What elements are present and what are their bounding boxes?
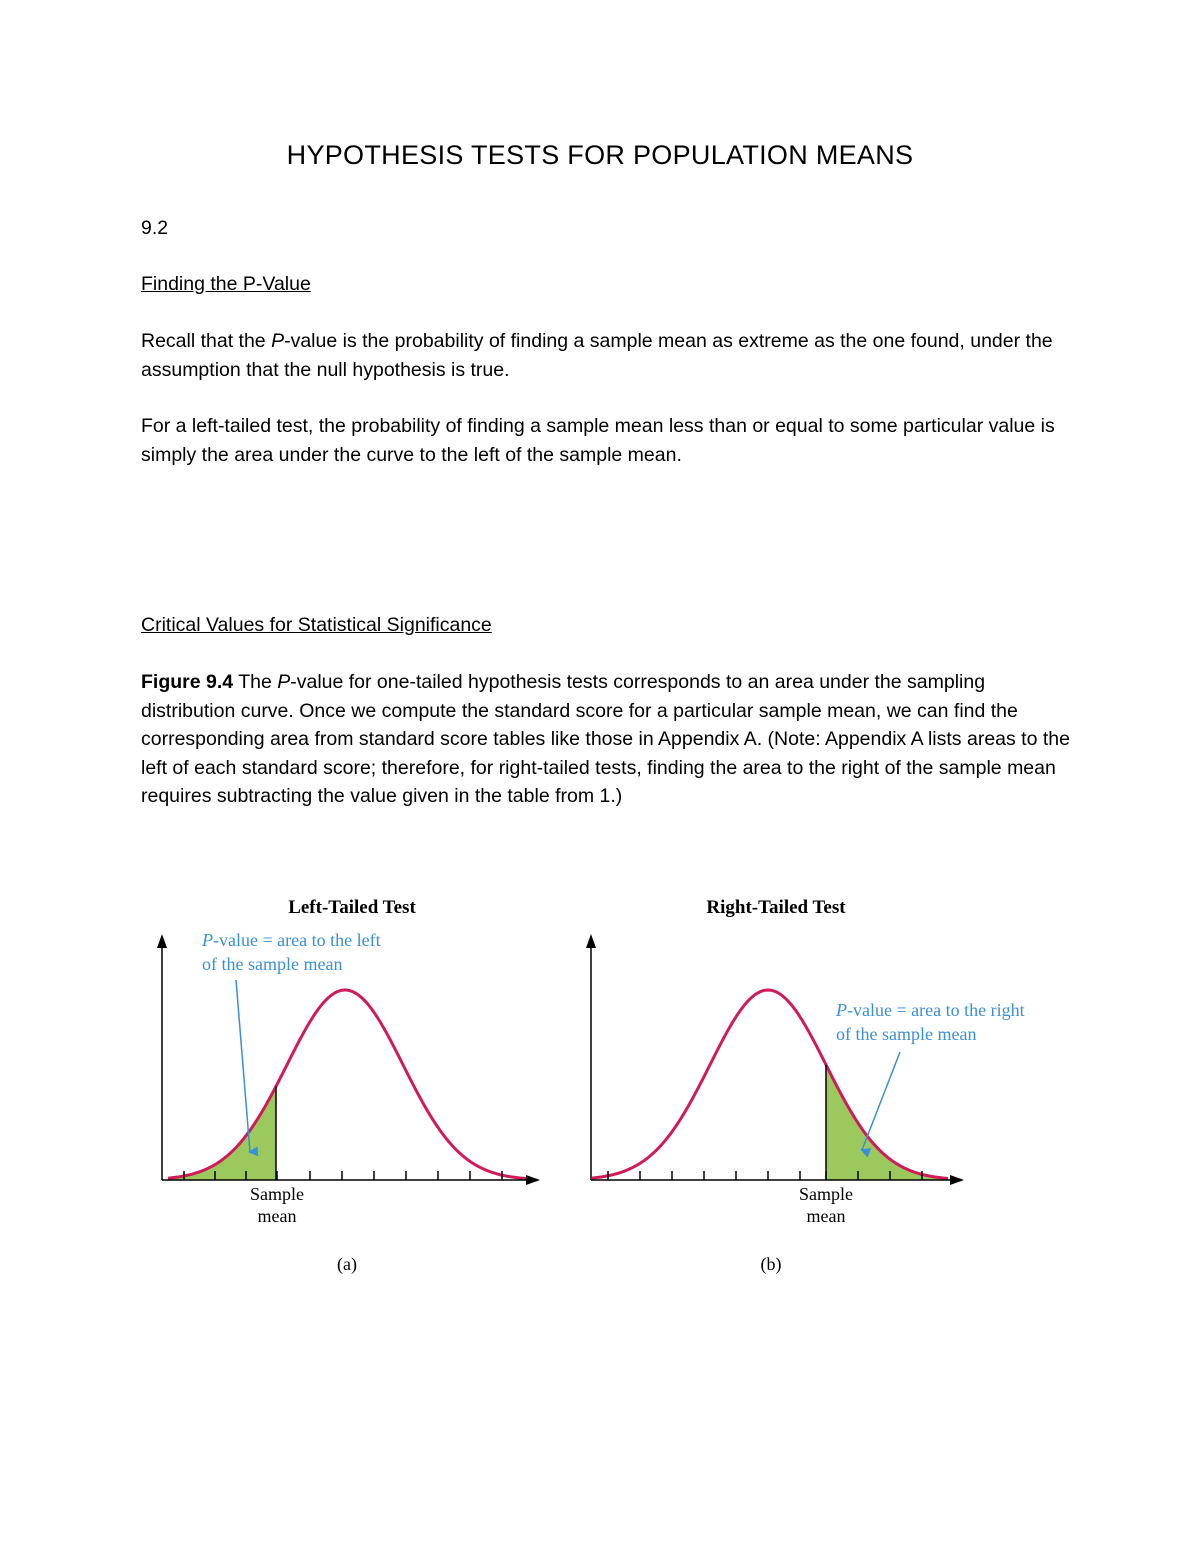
left-sample-label: Sample (250, 1184, 304, 1204)
caption-text-before: The (233, 671, 278, 693)
left-panel-title: Left-Tailed Test (288, 897, 416, 918)
right-annotation-line-1: P-value = area to the right (836, 1000, 1025, 1020)
left-y-axis-arrow-icon (157, 934, 167, 948)
left-annotation-line-1: P-value = area to the left (202, 930, 381, 950)
caption-p-italic: P (277, 671, 291, 693)
right-tailed-panel (586, 897, 1025, 1275)
recall-text-before: Recall that the (141, 330, 272, 352)
right-mean-label: mean (806, 1206, 846, 1226)
left-mean-label: mean (257, 1206, 297, 1226)
recall-text-after: -value is the probability of finding a sample mean as extreme as the one found, under the assumption that the null hypothesis is true. (141, 330, 1053, 381)
right-annotation-line-2: of the sample mean (836, 1024, 977, 1044)
right-sample-label: Sample (799, 1184, 853, 1204)
left-annotation-line-2: of the sample mean (202, 954, 343, 974)
left-x-axis-arrow-icon (526, 1175, 540, 1185)
right-y-axis-arrow-icon (586, 934, 596, 948)
figure-label: Figure 9.4 (141, 671, 234, 693)
left-panel-label: (a) (337, 1254, 357, 1274)
section-number: 9.2 (141, 217, 169, 239)
heading-finding-p-value: Finding the P-Value (141, 273, 311, 295)
figure-9-4 (0, 880, 1200, 1300)
recall-paragraph (141, 327, 1071, 384)
page-title: HYPOTHESIS TESTS FOR POPULATION MEANS (286, 140, 914, 170)
left-annotation-arrow (236, 980, 250, 1152)
figure-caption (141, 668, 1071, 811)
recall-p-italic: P (271, 330, 285, 352)
left-distribution-curve (168, 990, 526, 1179)
left-tailed-paragraph: For a left-tailed test, the probability of finding a sample mean less than or equal to some particular value is simply the area under the curve to the left of the sample mean. (141, 415, 1055, 466)
right-x-axis-arrow-icon (950, 1175, 964, 1185)
left-tailed-panel (157, 897, 540, 1275)
right-panel-title: Right-Tailed Test (706, 897, 846, 918)
caption-text-after: -value for one-tailed hypothesis tests corresponds to an area under the sampling distribution curve. Once we compute the standard score for a particular sample mean, we can find the corresponding area from standard score tables like those in Appendix A. (Note: Appendix A lists areas to the left of each standard score; therefore, for right-tailed tests, finding the area to the right of the sample mean requires subtracting the value given in the table from 1.) (141, 671, 1070, 807)
left-p-value-area (168, 1086, 276, 1180)
right-annotation-arrow (862, 1052, 900, 1150)
heading-critical-values: Critical Values for Statistical Significance (141, 614, 492, 636)
right-p-value-area (826, 1065, 948, 1180)
right-panel-label: (b) (760, 1254, 782, 1274)
